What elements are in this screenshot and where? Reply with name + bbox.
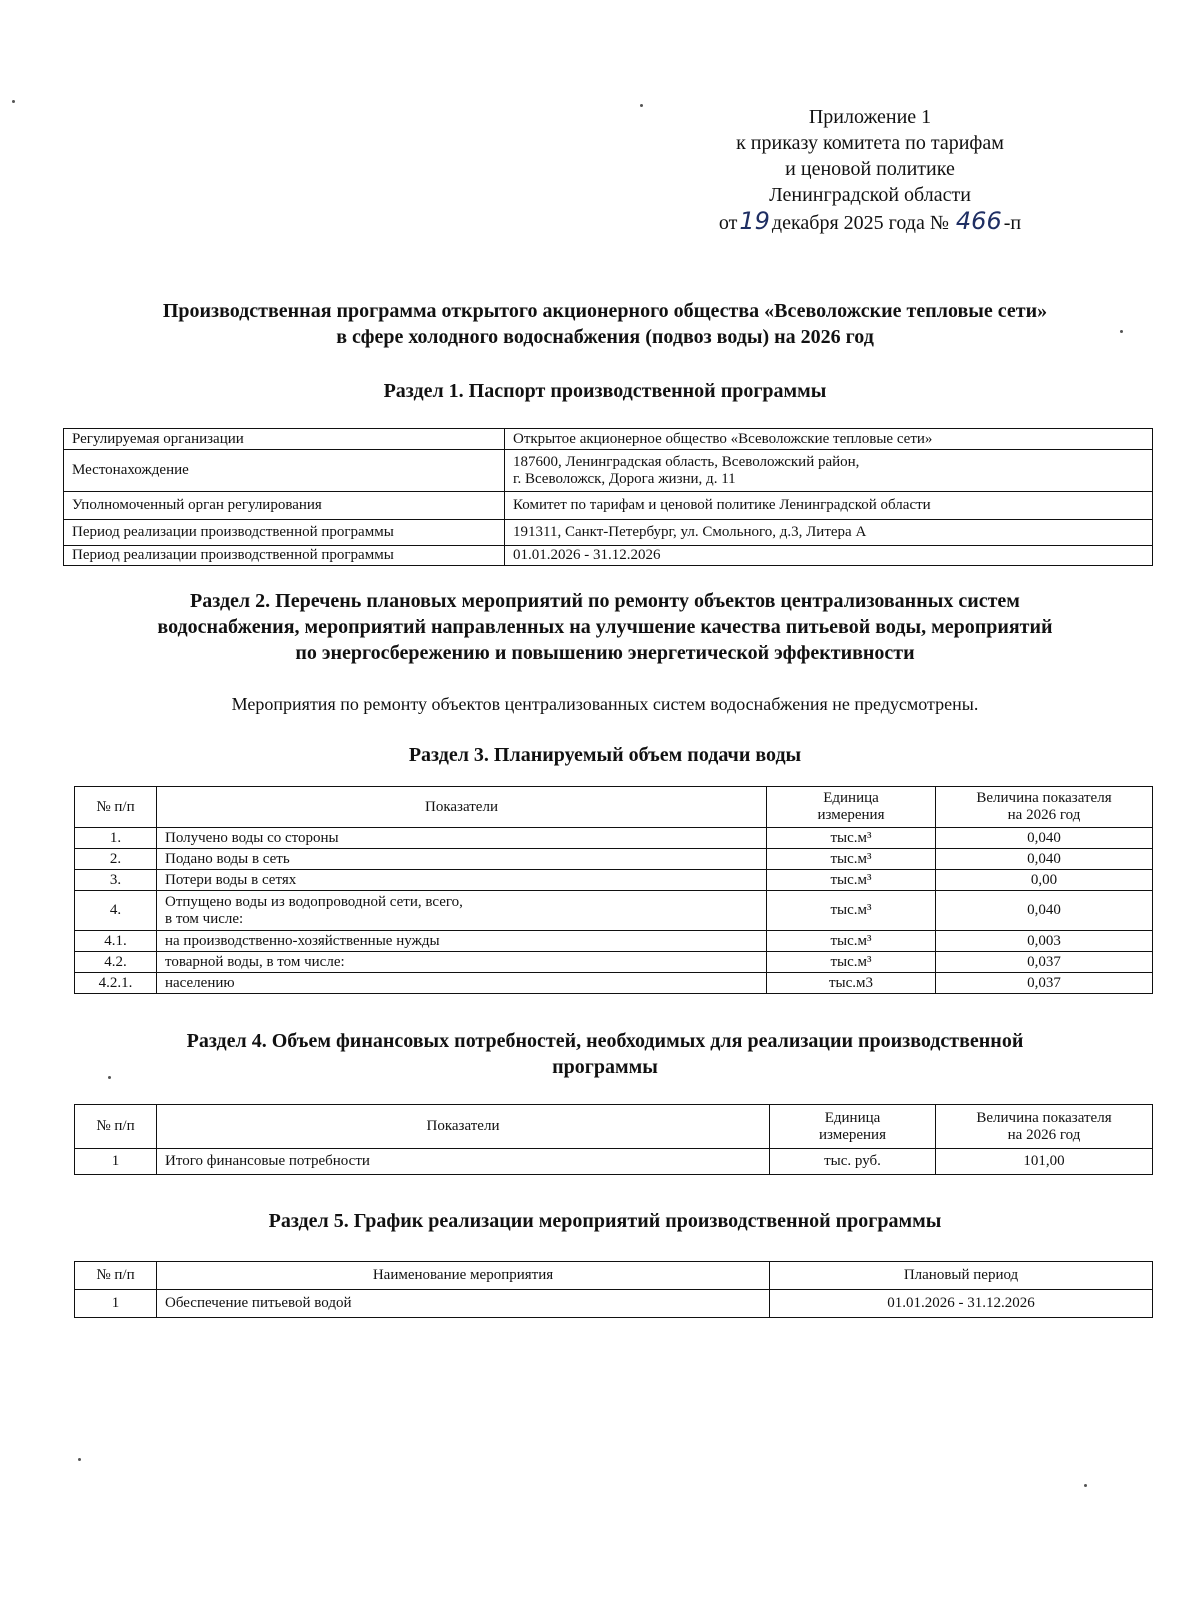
schedule-table — [74, 1261, 1153, 1318]
table-row — [64, 520, 1153, 546]
table-row — [75, 1290, 1153, 1318]
scan-speck — [1084, 1484, 1087, 1487]
passport-value: Открытое акционерное общество «Всеволожские тепловые сети» — [505, 429, 1153, 450]
annex-line-3: и ценовой политике — [785, 158, 955, 180]
table-row — [75, 973, 1153, 994]
row-unit: тыс.м³ — [767, 849, 936, 870]
row-period: 01.01.2026 - 31.12.2026 — [770, 1290, 1153, 1318]
title-line-2: в сфере холодного водоснабжения (подвоз воды) на 2026 год — [336, 326, 874, 348]
section2-heading-line-3: по энергосбережению и повышению энергетической эффективности — [295, 642, 915, 664]
title-line-1: Производственная программа открытого акционерного общества «Всеволожские тепловые сети» — [162, 300, 1048, 322]
annex-date-line — [660, 208, 1080, 236]
section2-heading-line-1: Раздел 2. Перечень плановых мероприятий по ремонту объектов централизованных систем — [190, 590, 1020, 612]
row-num: 4.1. — [75, 931, 157, 952]
table-row — [75, 931, 1153, 952]
row-value: 0,037 — [936, 952, 1153, 973]
section3-heading: Раздел 3. Планируемый объем подачи воды — [408, 744, 802, 766]
document-title — [60, 298, 1150, 350]
section4-heading-line-2: программы — [552, 1056, 658, 1078]
col-num-header: № п/п — [75, 787, 157, 828]
date-prefix: от — [718, 212, 738, 234]
col-indicator-header: Показатели — [157, 787, 767, 828]
col-name-header: Наименование мероприятия — [157, 1262, 770, 1290]
passport-value-line-1: 187600, Ленинградская область, Всеволожский район, — [513, 453, 860, 470]
scan-speck — [1120, 330, 1123, 333]
row-indicator: товарной воды, в том числе: — [157, 952, 767, 973]
passport-value: 01.01.2026 - 31.12.2026 — [505, 546, 1153, 566]
passport-value: Комитет по тарифам и ценовой политике Ленинградской области — [505, 492, 1153, 520]
value-header-line-2: на 2026 год — [1007, 1126, 1081, 1143]
financial-needs-table — [74, 1104, 1153, 1175]
scan-speck — [78, 1458, 81, 1461]
passport-label: Период реализации производственной программы — [64, 520, 505, 546]
col-unit-header — [770, 1105, 936, 1149]
order-suffix: -п — [1003, 212, 1022, 234]
row-value: 0,003 — [936, 931, 1153, 952]
row-value: 101,00 — [936, 1149, 1153, 1175]
row-value: 0,037 — [936, 973, 1153, 994]
row-value: 0,00 — [936, 870, 1153, 891]
row-indicator: Получено воды со стороны — [157, 828, 767, 849]
passport-label: Период реализации производственной программы — [64, 546, 505, 566]
row-unit: тыс.м³ — [767, 870, 936, 891]
row-indicator: на производственно-хозяйственные нужды — [157, 931, 767, 952]
scan-speck — [640, 104, 643, 107]
col-unit-header — [767, 787, 936, 828]
scan-speck — [12, 100, 15, 103]
col-value-header — [936, 1105, 1153, 1149]
section2-heading-line-2: водоснабжения, мероприятий направленных на улучшение качества питьевой воды, мероприятий — [157, 616, 1053, 638]
row-indicator-line-1: Отпущено воды из водопроводной сети, всего, — [165, 893, 463, 910]
section2-note: Мероприятия по ремонту объектов централизованных систем водоснабжения не предусмотрены. — [231, 694, 979, 714]
row-num: 1. — [75, 828, 157, 849]
row-indicator: Подано воды в сеть — [157, 849, 767, 870]
date-rest: декабря 2025 года № — [771, 212, 949, 234]
row-value: 0,040 — [936, 891, 1153, 931]
water-supply-table — [74, 786, 1153, 994]
row-indicator — [157, 891, 767, 931]
table-row — [75, 891, 1153, 931]
section2-heading — [60, 588, 1150, 666]
row-unit: тыс.м³ — [767, 891, 936, 931]
table-row — [75, 870, 1153, 891]
annex-line-1: Приложение 1 — [808, 106, 932, 128]
unit-header-line-2: измерения — [818, 1126, 886, 1143]
row-unit: тыс.м³ — [767, 828, 936, 849]
row-indicator: Итого финансовые потребности — [157, 1149, 770, 1175]
section4-heading — [60, 1028, 1150, 1080]
row-indicator: Потери воды в сетях — [157, 870, 767, 891]
table-row — [64, 492, 1153, 520]
table-header-row — [75, 1262, 1153, 1290]
row-num: 1 — [75, 1149, 157, 1175]
row-indicator: населению — [157, 973, 767, 994]
unit-header-line-1: Единица — [823, 790, 879, 806]
row-unit: тыс.м³ — [767, 931, 936, 952]
table-row — [64, 450, 1153, 492]
col-indicator-header: Показатели — [157, 1105, 770, 1149]
table-row — [64, 546, 1153, 566]
row-num: 2. — [75, 849, 157, 870]
scan-speck — [108, 1076, 111, 1079]
value-header-line-1: Величина показателя — [976, 1109, 1112, 1126]
row-unit: тыс. руб. — [770, 1149, 936, 1175]
row-indicator-line-2: в том числе: — [165, 910, 244, 927]
passport-value-line-2: г. Всеволожск, Дорога жизни, д. 11 — [513, 470, 736, 487]
row-num: 4.2.1. — [75, 973, 157, 994]
row-num: 4. — [75, 891, 157, 931]
passport-value: 191311, Санкт-Петербург, ул. Смольного, д.3, Литера А — [505, 520, 1153, 546]
annex-line-2: к приказу комитета по тарифам — [736, 132, 1004, 154]
value-header-line-2: на 2026 год — [1007, 807, 1081, 823]
annex-line-4: Ленинградской области — [769, 184, 971, 206]
row-num: 1 — [75, 1290, 157, 1318]
row-num: 4.2. — [75, 952, 157, 973]
section5-heading: Раздел 5. График реализации мероприятий производственной программы — [268, 1210, 942, 1232]
table-row — [75, 849, 1153, 870]
table-row — [75, 828, 1153, 849]
value-header-line-1: Величина показателя — [976, 790, 1112, 806]
table-row — [75, 952, 1153, 973]
passport-label: Местонахождение — [64, 450, 505, 492]
row-name: Обеспечение питьевой водой — [157, 1290, 770, 1318]
annex-header — [660, 104, 1080, 236]
section1-heading: Раздел 1. Паспорт производственной программы — [383, 380, 827, 402]
passport-table — [63, 428, 1153, 566]
col-value-header — [936, 787, 1153, 828]
unit-header-line-1: Единица — [824, 1109, 881, 1126]
row-unit: тыс.м³ — [767, 952, 936, 973]
row-num: 3. — [75, 870, 157, 891]
handwritten-order-number: 466 — [955, 207, 1002, 235]
unit-header-line-2: измерения — [817, 807, 885, 823]
table-header-row — [75, 787, 1153, 828]
col-num-header: № п/п — [75, 1105, 157, 1149]
table-row — [75, 1149, 1153, 1175]
handwritten-day: 19 — [739, 207, 770, 235]
passport-label: Регулируемая организации — [64, 429, 505, 450]
row-unit: тыс.м3 — [767, 973, 936, 994]
table-header-row — [75, 1105, 1153, 1149]
passport-label: Уполномоченный орган регулирования — [64, 492, 505, 520]
table-row — [64, 429, 1153, 450]
passport-value — [505, 450, 1153, 492]
col-num-header: № п/п — [75, 1262, 157, 1290]
col-period-header: Плановый период — [770, 1262, 1153, 1290]
section4-heading-line-1: Раздел 4. Объем финансовых потребностей, необходимых для реализации производственной — [186, 1030, 1024, 1052]
row-value: 0,040 — [936, 849, 1153, 870]
row-value: 0,040 — [936, 828, 1153, 849]
